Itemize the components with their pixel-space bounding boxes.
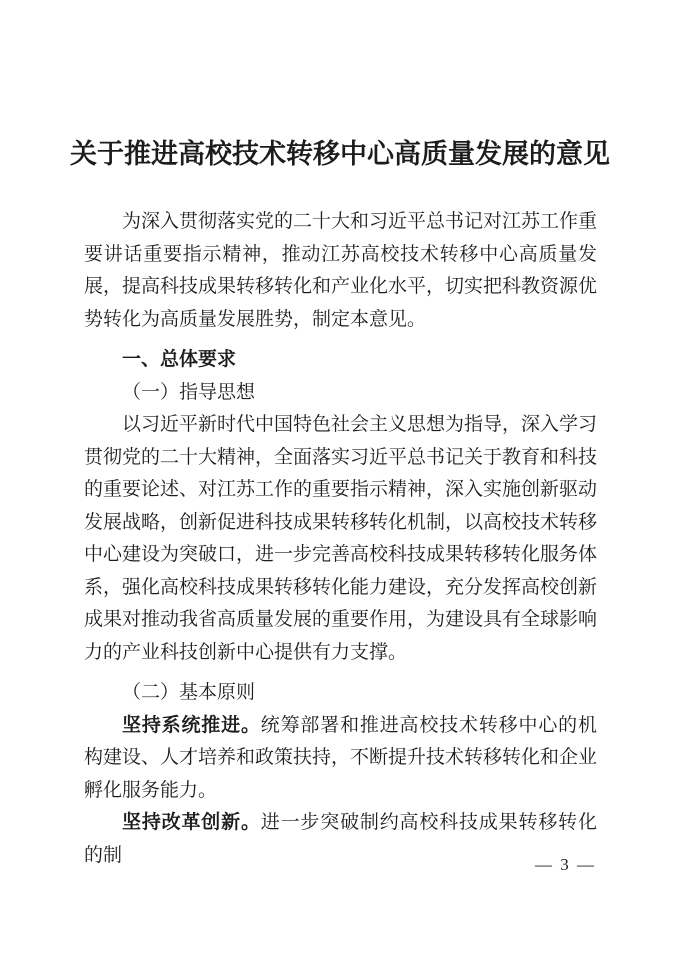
subsection-heading-guiding-ideology: （一）指导思想 xyxy=(122,381,256,403)
paragraph-text: 进一步突破制约高校科技成果转移转化的制 xyxy=(84,812,597,866)
principle-paragraph-systematic xyxy=(84,710,597,808)
subsection-heading-basic-principles: （二）基本原则 xyxy=(122,682,256,703)
paragraph-text: 统筹部署和推进高校技术转移中心的机构建设、人才培养和政策扶持，不断提升技术转移转化和企业孵化服务能力。 xyxy=(84,714,598,801)
paragraph-lead: 坚持改革创新。 xyxy=(122,812,261,833)
document-title: 关于推进高校技术转移中心高质量发展的意见 xyxy=(70,139,610,169)
intro-paragraph: 为深入贯彻落实党的二十大和习近平总书记对江苏工作重要讲话重要指示精神，推动江苏高校技术转移中心高质量发展，提高科技成果转移转化和产业化水平，切实把科教资源优势转化为高质量发展胜势，制定本意见。 xyxy=(84,211,598,330)
paragraph-lead: 坚持系统推进。 xyxy=(122,714,261,736)
page-number: — 3 — xyxy=(535,855,596,874)
section-heading-overall-requirements: 一、总体要求 xyxy=(122,349,237,370)
principle-paragraph-reform xyxy=(84,807,597,872)
guiding-ideology-paragraph: 以习近平新时代中国特色社会主义思想为指导，深入学习贯彻党的二十大精神，全面落实习近平总书记关于教育和科技的重要论述、对江苏工作的重要指示精神，深入实施创新驱动发展战略，创新促进科技成果转移转化机制，以高校技术转移中心建设为突破口，进一步完善高校科技成果转移转化服务体系，强化高校科技成果转移转化能力建设，充分发挥高校创新成果对推动我省高质量发展的重要作用，为建设具有全球影响力的产业科技创新中心提供有力支撑。 xyxy=(84,414,598,663)
document-body xyxy=(84,206,597,872)
